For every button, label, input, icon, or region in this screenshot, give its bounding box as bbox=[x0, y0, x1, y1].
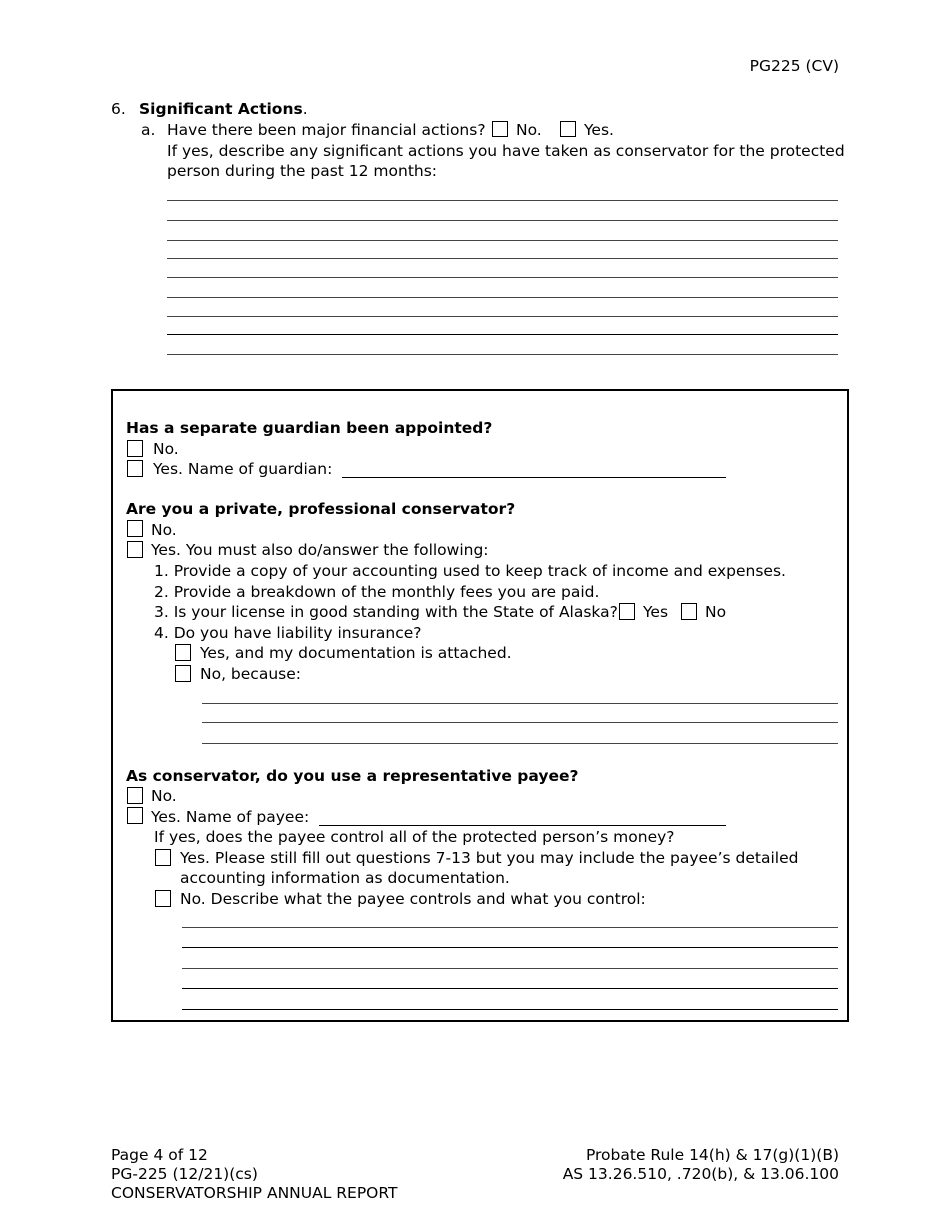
license-no-label: No bbox=[705, 603, 727, 621]
payee-yes-label: Yes. Name of payee: bbox=[151, 808, 310, 826]
footer-form-title: CONSERVATORSHIP ANNUAL REPORT bbox=[111, 1184, 398, 1202]
payee-control-no-label: No. Describe what the payee controls and what you control: bbox=[180, 890, 646, 908]
payee-question: As conservator, do you use a representative payee? bbox=[126, 767, 579, 785]
professional-item-1: 1. Provide a copy of your accounting used to keep track of income and expenses. bbox=[154, 562, 786, 580]
answer-line[interactable] bbox=[182, 968, 838, 969]
answer-line[interactable] bbox=[182, 1009, 838, 1010]
professional-item-4: 4. Do you have liability insurance? bbox=[154, 624, 422, 642]
insurance-yes-label: Yes, and my documentation is attached. bbox=[200, 644, 512, 662]
professional-item-3: 3. Is your license in good standing with the State of Alaska? bbox=[154, 603, 618, 621]
guardian-yes-checkbox[interactable] bbox=[127, 460, 143, 477]
item-a-instructions-line1: If yes, describe any significant actions you have taken as conservator for the protected bbox=[167, 142, 845, 160]
professional-question: Are you a private, professional conservator? bbox=[126, 500, 516, 518]
payee-control-yes-label-line1: Yes. Please still fill out questions 7-13 but you may include the payee’s detailed bbox=[180, 849, 799, 867]
answer-line[interactable] bbox=[182, 927, 838, 928]
answer-line[interactable] bbox=[202, 722, 838, 723]
answer-line[interactable] bbox=[167, 258, 838, 259]
financial-actions-yes-label: Yes. bbox=[584, 121, 614, 139]
insurance-no-label: No, because: bbox=[200, 665, 301, 683]
footer-statute-ref: AS 13.26.510, .720(b), & 13.06.100 bbox=[562, 1165, 839, 1183]
answer-line[interactable] bbox=[182, 947, 838, 948]
answer-line[interactable] bbox=[202, 743, 838, 744]
financial-actions-no-checkbox[interactable] bbox=[492, 121, 508, 137]
payee-name-field[interactable] bbox=[319, 825, 726, 826]
answer-line[interactable] bbox=[167, 200, 838, 201]
guardian-yes-label: Yes. Name of guardian: bbox=[153, 460, 333, 478]
answer-line[interactable] bbox=[167, 220, 838, 221]
footer-rule-ref: Probate Rule 14(h) & 17(g)(1)(B) bbox=[585, 1146, 839, 1164]
guardian-no-label: No. bbox=[153, 440, 179, 458]
guardian-question: Has a separate guardian been appointed? bbox=[126, 419, 493, 437]
footer-form-id: PG-225 (12/21)(cs) bbox=[111, 1165, 258, 1183]
license-yes-checkbox[interactable] bbox=[619, 603, 635, 620]
guardian-name-field[interactable] bbox=[342, 477, 726, 478]
form-code: PG225 (CV) bbox=[749, 57, 839, 75]
professional-no-label: No. bbox=[151, 521, 177, 539]
answer-line[interactable] bbox=[202, 703, 838, 704]
payee-control-yes-checkbox[interactable] bbox=[155, 849, 171, 866]
professional-item-2: 2. Provide a breakdown of the monthly fees you are paid. bbox=[154, 583, 600, 601]
license-yes-label: Yes bbox=[643, 603, 669, 621]
answer-line[interactable] bbox=[167, 354, 838, 355]
professional-yes-checkbox[interactable] bbox=[127, 541, 143, 558]
payee-control-question: If yes, does the payee control all of the protected person’s money? bbox=[154, 828, 675, 846]
license-no-checkbox[interactable] bbox=[681, 603, 697, 620]
section-title: Significant Actions. bbox=[139, 100, 308, 118]
item-a-instructions-line2: person during the past 12 months: bbox=[167, 162, 438, 180]
answer-line[interactable] bbox=[167, 277, 838, 278]
financial-actions-yes-checkbox[interactable] bbox=[560, 121, 576, 137]
answer-line[interactable] bbox=[167, 297, 838, 298]
payee-control-yes-label-line2: accounting information as documentation. bbox=[180, 869, 510, 887]
payee-no-checkbox[interactable] bbox=[127, 787, 143, 804]
section-number: 6. bbox=[111, 100, 126, 118]
professional-no-checkbox[interactable] bbox=[127, 520, 143, 537]
answer-line[interactable] bbox=[167, 240, 838, 241]
payee-control-no-checkbox[interactable] bbox=[155, 890, 171, 907]
professional-yes-label: Yes. You must also do/answer the following: bbox=[151, 541, 489, 559]
payee-yes-checkbox[interactable] bbox=[127, 807, 143, 824]
answer-line[interactable] bbox=[167, 334, 838, 335]
financial-actions-no-label: No. bbox=[516, 121, 542, 139]
item-a-question: Have there been major financial actions? bbox=[167, 121, 486, 139]
answer-line[interactable] bbox=[167, 316, 838, 317]
insurance-no-checkbox[interactable] bbox=[175, 665, 191, 682]
answer-line[interactable] bbox=[182, 988, 838, 989]
footer-page-number: Page 4 of 12 bbox=[111, 1146, 208, 1164]
payee-no-label: No. bbox=[151, 787, 177, 805]
insurance-yes-checkbox[interactable] bbox=[175, 644, 191, 661]
item-a-label: a. bbox=[141, 121, 156, 139]
guardian-no-checkbox[interactable] bbox=[127, 440, 143, 457]
